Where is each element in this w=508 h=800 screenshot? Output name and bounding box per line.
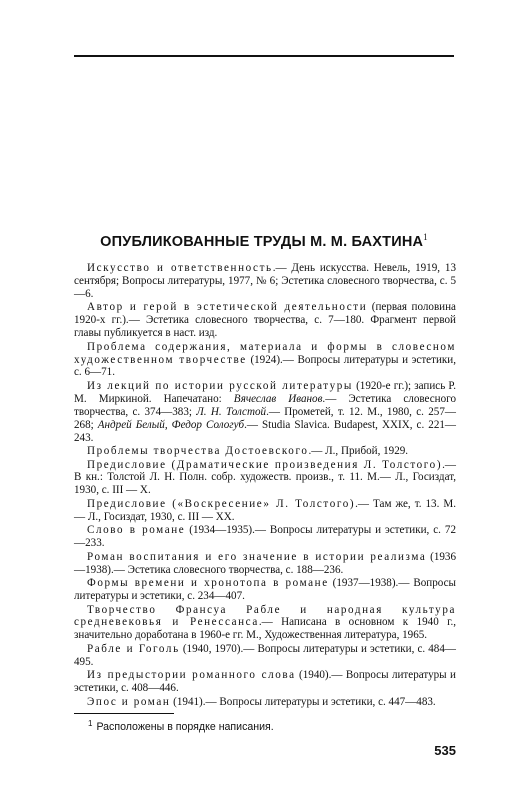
bibliography-entry [74,696,456,709]
entry-details: .— Эстетика словесного творчества, с. 374—383; [74,392,456,418]
entry-details: .— Прометей, т. 12. М., 1980, с. 257—268; [74,405,456,431]
top-rule [74,55,454,57]
entry-details: .— Там же, т. 13. М.— Л., Госиздат, 1930, с. III — XX. [74,497,456,523]
entry-italic: Л. Н. Толстой [196,405,267,418]
entry-italic: Андрей Белый, Федор Сологуб [97,418,245,431]
bibliography-entry [74,577,456,603]
entry-details: (1941).— Вопросы литературы и эстетики, с. 447—483. [170,695,436,708]
entry-italic: Вячеслав Иванов [233,392,323,405]
title-text: ОПУБЛИКОВАННЫЕ ТРУДЫ М. М. БАХТИНА [100,234,424,250]
bibliography-entry [74,262,456,301]
entry-title: Роман воспитания и его значение в истории реализма [87,550,427,563]
bibliography-entry [74,380,456,445]
footnote-mark: 1 [88,719,93,728]
bibliography-entry [74,445,456,458]
bibliography-entry [74,459,456,498]
entry-details: (первая половина 1920-х гг.).— Эстетика словесного творчества, с. 7—180. Фрагмент первой главы публикуется в наст. изд. [74,301,456,340]
entry-details: (1940, 1970).— Вопросы литературы и эстетики, с. 484—495. [74,642,456,668]
entry-details: .— Написана в основном к 1940 г., значительно доработана в 1960-е гг. М., Художественная литература, 1965. [74,616,456,642]
bibliography-entry [74,643,456,669]
entry-title: Автор и герой в эстетической деятельности [87,301,368,314]
entry-details: (1936—1938).— Эстетика словесного творчества, с. 188—236. [74,550,457,576]
entry-details: (1934—1935).— Вопросы литературы и эстетики, с. 72—233. [74,524,456,550]
footnote-separator [74,713,174,714]
entry-details: (1920-е гг.); запись Р. М. Миркиной. Напечатано: [74,379,456,405]
entry-details: .— Studia Slavica. Budapest, XXIX, с. 221—243. [74,418,457,444]
entry-title: Творчество Франсуа Рабле и народная культура средневековья и Ренессанса [74,603,456,629]
entry-title: Эпос и роман [87,695,171,708]
entry-title: Рабле и Гоголь [87,642,180,655]
page-title [74,232,454,250]
entry-title: Предисловие («Воскресение» Л. Толстого) [87,497,356,510]
entry-title: Из предыстории романного слова [87,669,296,682]
page-number: 535 [434,743,456,758]
footnote [88,719,274,733]
entry-title: Искусство и ответственность [87,262,273,274]
bibliography-entry [74,669,456,695]
bibliography-list [74,262,456,709]
bibliography-entry [74,524,456,550]
entry-details: .— Л., Прибой, 1929. [308,445,409,458]
entry-title: Проблемы творчества Достоевского [87,445,309,458]
bibliography-entry [74,604,456,643]
entry-details: (1937—1938).— Вопросы литературы и эстетики, с. 234—407. [74,577,456,602]
bibliography-entry [74,301,456,340]
entry-title: Формы времени и хронотопа в романе [87,577,329,590]
title-footnote-mark: 1 [423,232,428,242]
entry-details: .— День искусства. Невель, 1919, 13 сентября; Вопросы литературы, 1977, № 6; Эстетика словесного творчества, с. 5—6. [74,262,456,300]
footnote-text: Расположены в порядке написания. [96,721,274,733]
entry-title: Из лекций по истории русской литературы [87,379,353,392]
bibliography-entry [74,551,456,577]
entry-details: (1924).— Вопросы литературы и эстетики, с. 6—71. [74,353,456,379]
entry-title: Предисловие (Драматические произведения Л. Толстого) [87,458,443,471]
entry-details: (1940).— Вопросы литературы и эстетики, с. 408—446. [74,669,456,695]
bibliography-entry [74,498,456,524]
bibliography-entry [74,341,456,380]
entry-title: Проблема содержания, материала и формы в словесном художественном творчестве [74,340,456,366]
entry-details: .— В кн.: Толстой Л. Н. Полн. собр. художеств. произв., т. 11. М.— Л., Госиздат, 1930, с. III — X. [74,458,456,497]
entry-title: Слово в романе [87,524,186,537]
